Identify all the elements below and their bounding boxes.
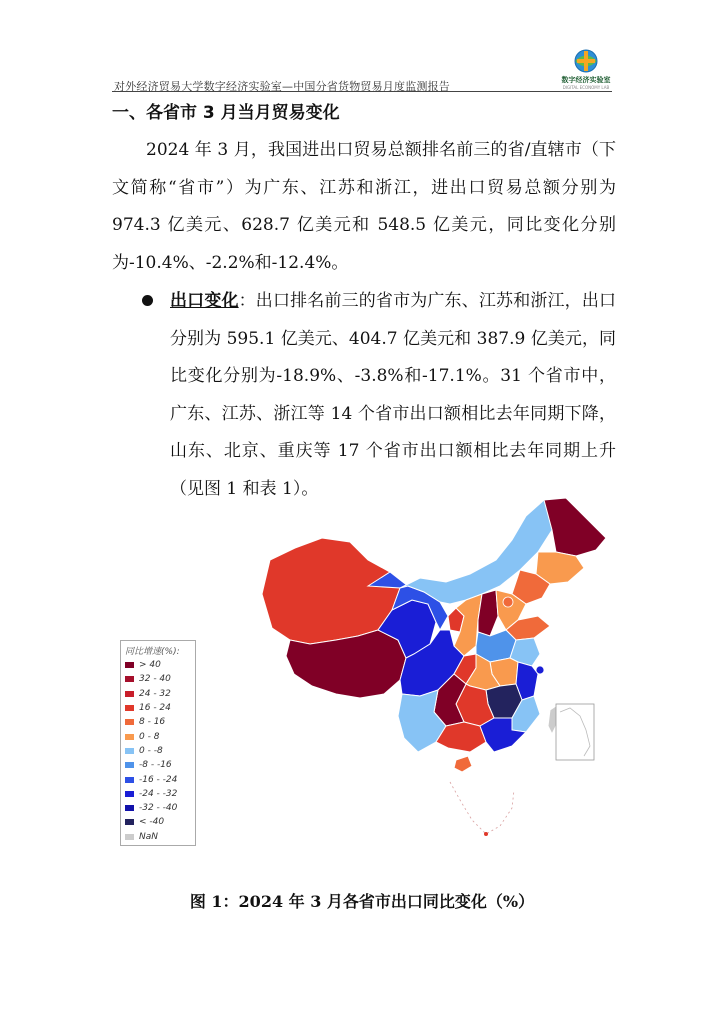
province-hainan <box>454 756 472 772</box>
legend-title: 同比增速(%): <box>125 647 180 657</box>
legend-swatch <box>125 691 134 697</box>
section-title: 一、各省市 3 月当月贸易变化 <box>112 103 340 123</box>
legend-swatch <box>125 662 134 668</box>
province-beijing <box>503 597 513 607</box>
header-rule <box>112 91 612 92</box>
legend-item <box>121 701 195 715</box>
legend-swatch <box>125 762 134 768</box>
legend-swatch <box>125 748 134 754</box>
legend-item <box>121 801 195 815</box>
running-header: 对外经济贸易大学数字经济实验室—中国分省货物贸易月度监测报告 <box>114 80 450 93</box>
bullet-icon <box>142 295 153 306</box>
province-heilongjiang <box>544 498 606 556</box>
china-province-map <box>250 490 620 850</box>
bullet-text: ：出口排名前三的省市为广东、江苏和浙江，出口分别为 595.1 亿美元、404.7 亿美元和 387.9 亿美元，同比变化分别为-18.9%、-3.8%和-17.1%。31 个省市中，广东、江苏、浙江等 14 个省市出口额相比去年同期下降，山东、北京、重庆等 17 个省市出口额相比去年同期上升（见图 1 和表 1）。 <box>170 291 616 499</box>
legend-rows <box>121 658 195 844</box>
legend-swatch <box>125 805 134 811</box>
legend-item <box>121 815 195 829</box>
legend-label: 24 - 32 <box>139 688 171 699</box>
legend-label: NaN <box>139 831 158 842</box>
legend-label: -16 - -24 <box>139 774 178 785</box>
legend-label: -8 - -16 <box>139 760 172 771</box>
legend-item <box>121 758 195 772</box>
legend-label: -32 - -40 <box>139 803 178 814</box>
bullet-lead: 出口变化 <box>170 291 239 311</box>
legend-swatch <box>125 834 134 840</box>
legend-swatch <box>125 777 134 783</box>
legend-swatch <box>125 719 134 725</box>
island-dot <box>484 832 488 836</box>
figure-caption: 图 1：2024 年 3 月各省市出口同比变化（%） <box>189 892 535 911</box>
island-line <box>450 782 514 834</box>
legend-label: > 40 <box>139 660 161 671</box>
logo-subcaption: DIGITAL ECONOMY LAB <box>562 85 610 90</box>
logo-globe-icon <box>569 48 603 74</box>
legend-swatch <box>125 734 134 740</box>
legend-swatch <box>125 819 134 825</box>
legend-swatch <box>125 705 134 711</box>
legend-swatch <box>125 676 134 682</box>
legend-item <box>121 658 195 672</box>
legend-label: 8 - 16 <box>139 717 166 728</box>
legend-item <box>121 729 195 743</box>
export-bullet <box>170 283 616 508</box>
legend-item <box>121 687 195 701</box>
legend-item <box>121 744 195 758</box>
legend-item <box>121 830 195 844</box>
legend-item <box>121 715 195 729</box>
legend-label: 0 - 8 <box>139 731 160 742</box>
legend-item <box>121 672 195 686</box>
legend-label: -24 - -32 <box>139 788 178 799</box>
lab-logo <box>556 48 616 90</box>
legend-label: 0 - -8 <box>139 745 163 756</box>
legend-label: 16 - 24 <box>139 703 171 714</box>
summary-paragraph: 2024 年 3 月，我国进出口贸易总额排名前三的省/直辖市（下文简称“省市”）为广东、江苏和浙江，进出口贸易总额分别为 974.3 亿美元、628.7 亿美元和 548.5 亿美元，同比变化分别为-10.4%、-2.2%和-12.4%。 <box>112 140 616 273</box>
legend-item <box>121 787 195 801</box>
map-legend <box>120 640 196 846</box>
logo-caption: 数字经济实验室 <box>561 76 611 84</box>
legend-swatch <box>125 791 134 797</box>
legend-item <box>121 772 195 786</box>
legend-label: 32 - 40 <box>139 674 171 685</box>
legend-label: < -40 <box>139 817 165 828</box>
